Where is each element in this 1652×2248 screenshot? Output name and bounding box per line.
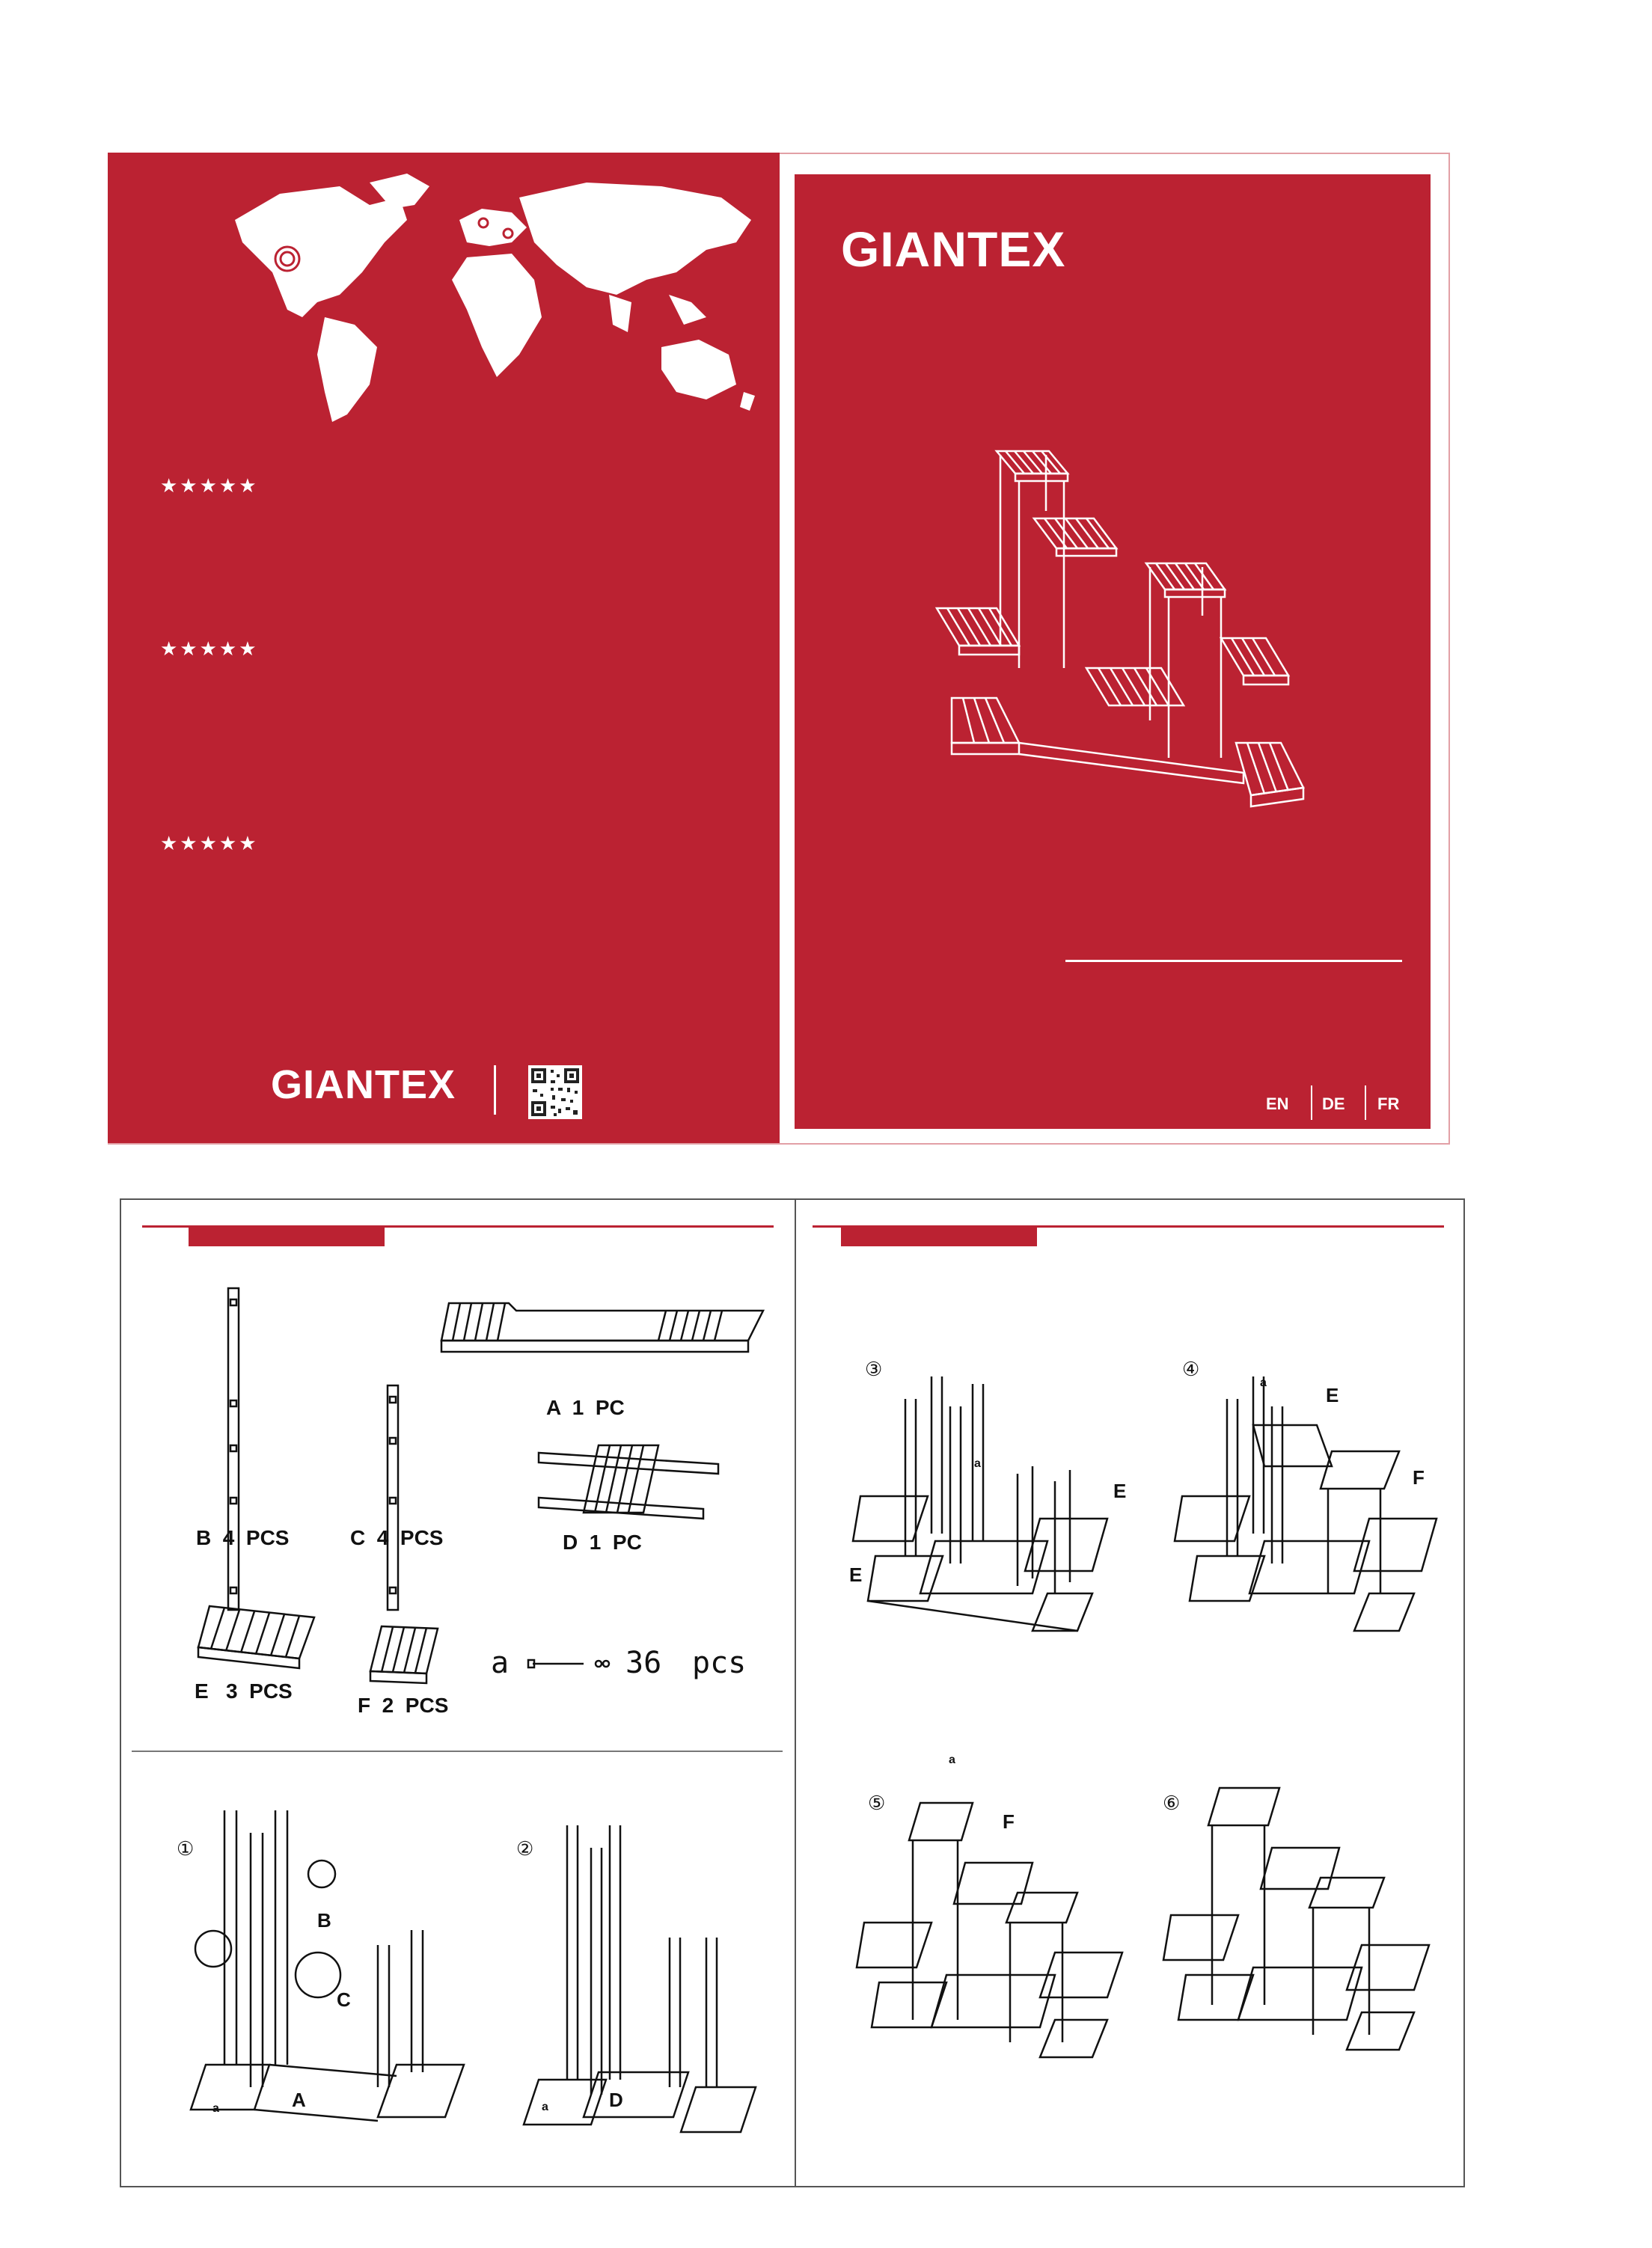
step-number-3: ③ [865,1358,883,1380]
part-label-d: D 1 PC [563,1531,642,1554]
hardware-unit: pcs [692,1646,747,1680]
rating-stars-2: ★★★★★ [160,637,259,660]
step1-callout-bolt: a [212,2102,219,2115]
step3-callout-e-right: E [1113,1480,1127,1502]
step4-callout-e: E [1326,1384,1339,1406]
front-brand-logo: GIANTEX [841,221,1066,277]
part-label-e: E 3 PCS [195,1679,293,1703]
rating-stars-3: ★★★★★ [160,832,259,854]
step4-callout-f: F [1413,1466,1425,1489]
lang-fr[interactable]: FR [1377,1094,1400,1113]
step4-callout-bolt: a [1260,1376,1267,1389]
part-label-b: B 4 PCS [196,1526,290,1549]
step3-callout-bolt: a [974,1457,981,1470]
part-label-f: F 2 PCS [358,1694,449,1717]
hardware-count: 36 [625,1646,662,1680]
lang-de[interactable]: DE [1322,1094,1345,1113]
lang-en[interactable]: EN [1266,1094,1289,1113]
step-number-1: ① [177,1837,195,1860]
step2-callout-d: D [609,2089,623,2111]
step-number-6: ⑥ [1163,1792,1181,1814]
step1-callout-b: B [317,1909,331,1932]
rating-stars-1: ★★★★★ [160,474,259,497]
step3-callout-e-left: E [849,1564,863,1586]
step5-callout-bolt: a [949,1754,955,1766]
hardware-letter: a [491,1646,510,1680]
part-label-a: A 1 PC [546,1396,625,1419]
back-brand-logo: GIANTEX [271,1062,456,1107]
step5-callout-f: F [1003,1810,1015,1833]
part-label-c: C 4 PCS [350,1526,444,1549]
step1-callout-a: A [292,2089,306,2111]
step1-callout-c: C [337,1988,351,2011]
step-number-4: ④ [1182,1358,1200,1380]
step-number-2: ② [516,1837,534,1860]
step2-callout-bolt: a [542,2101,548,2113]
step-number-5: ⑤ [868,1792,886,1814]
